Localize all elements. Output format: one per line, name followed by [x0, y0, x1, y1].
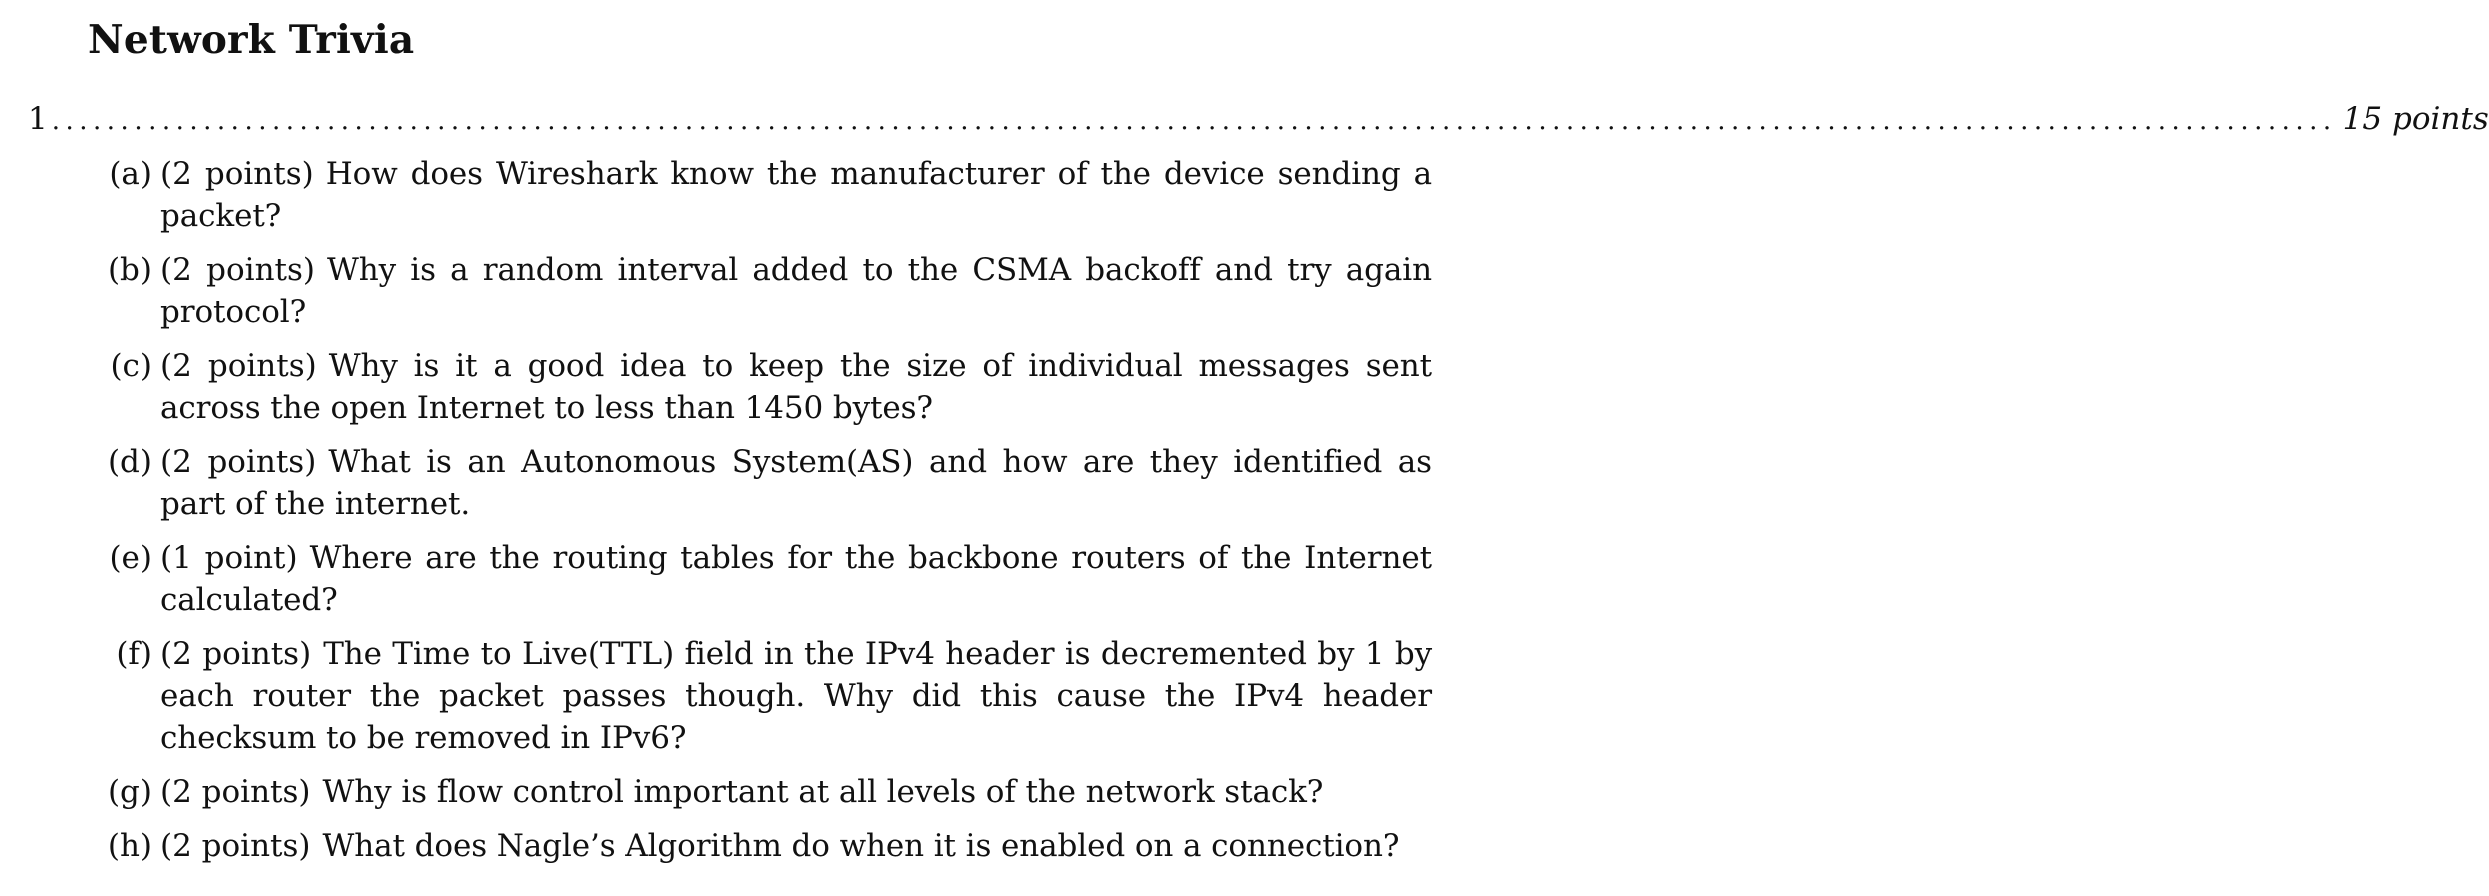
question-points: (2 points) [160, 828, 311, 864]
question-points: (2 points) [160, 156, 314, 192]
question-content [160, 537, 1432, 621]
section-title: Network Trivia [88, 17, 415, 63]
question-label: (g) [107, 774, 152, 810]
question-item-f [0, 633, 1478, 759]
problem-points: 15 points [2342, 101, 2489, 137]
question-text: What is an Autonomous System(AS) and how are they identified as part of the internet. [160, 444, 1432, 522]
question-label: (a) [109, 156, 152, 192]
question-label: (b) [107, 252, 152, 288]
question-points: (2 points) [160, 636, 312, 672]
question-text: Why is a random interval added to the CSMA backoff and try again protocol? [160, 252, 1432, 330]
question-item-d [0, 441, 1478, 525]
question-label: (e) [109, 540, 152, 576]
question-label: (f) [116, 636, 152, 672]
question-content [160, 771, 1432, 813]
question-points: (2 points) [160, 252, 315, 288]
question-list [0, 153, 1478, 879]
leader-dots: ...................................................................................................................................................................... [51, 106, 2337, 136]
question-text: Where are the routing tables for the backbone routers of the Internet calculated? [160, 540, 1432, 618]
question-label: (h) [107, 828, 152, 864]
question-text: The Time to Live(TTL) field in the IPv4 header is decremented by 1 by each router the packet passes though. Why did this cause the IPv4 header checksum to be removed in IPv6? [160, 636, 1432, 756]
question-content [160, 153, 1432, 237]
question-label: (d) [107, 444, 152, 480]
question-content [160, 825, 1432, 867]
question-item-b [0, 249, 1478, 333]
question-text: Why is flow control important at all levels of the network stack? [322, 774, 1324, 810]
question-text: How does Wireshark know the manufacturer of the device sending a packet? [160, 156, 1432, 234]
problem-number: 1 [28, 101, 48, 137]
question-content [160, 249, 1432, 333]
question-points: (2 points) [160, 348, 317, 384]
question-points: (2 points) [160, 444, 317, 480]
question-content [160, 633, 1432, 759]
question-item-h [0, 825, 1478, 867]
question-content [160, 441, 1432, 525]
question-item-e [0, 537, 1478, 621]
question-content [160, 345, 1432, 429]
question-text: Why is it a good idea to keep the size of individual messages sent across the open Internet to less than 1450 bytes? [160, 348, 1432, 426]
question-text: What does Nagle’s Algorithm do when it is enabled on a connection? [322, 828, 1400, 864]
question-item-c [0, 345, 1478, 429]
question-points: (1 point) [160, 540, 298, 576]
question-item-a [0, 153, 1478, 237]
question-points: (2 points) [160, 774, 311, 810]
question-label: (c) [110, 348, 152, 384]
problem-heading [28, 98, 2489, 142]
question-item-g [0, 771, 1478, 813]
